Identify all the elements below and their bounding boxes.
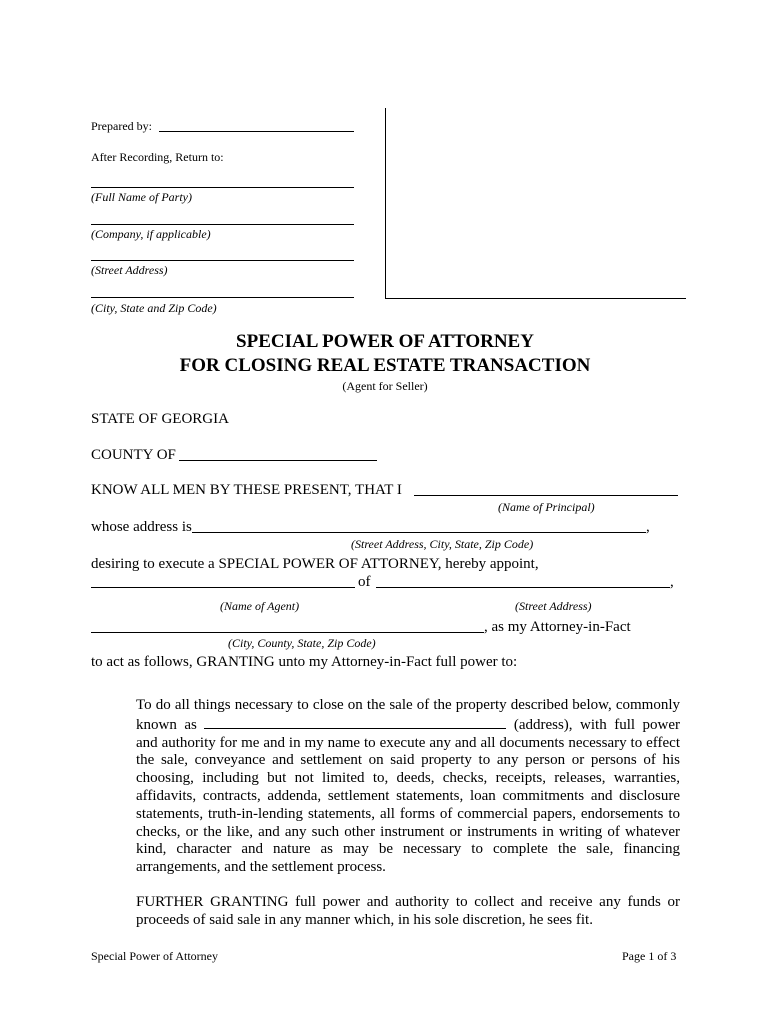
recording-box-divider	[385, 108, 386, 298]
agent-street-line[interactable]	[376, 587, 670, 588]
comma: ,	[646, 519, 650, 535]
address-caption: (Street Address, City, State, Zip Code)	[351, 537, 534, 551]
after-recording-label: After Recording, Return to:	[91, 150, 224, 164]
desiring-text: desiring to execute a SPECIAL POWER OF ATTORNEY, hereby appoint,	[91, 556, 539, 572]
title-line-2: FOR CLOSING REAL ESTATE TRANSACTION	[179, 355, 591, 376]
county-input-line[interactable]	[179, 460, 377, 461]
know-all-text: KNOW ALL MEN BY THESE PRESENT, THAT I	[91, 482, 402, 498]
company-line[interactable]	[91, 224, 354, 225]
agent-street-caption: (Street Address)	[515, 599, 592, 613]
granting-text: to act as follows, GRANTING unto my Attorney-in-Fact full power to:	[91, 654, 518, 670]
city-line[interactable]	[91, 297, 354, 298]
para1-start: To do all things necessary to close on the sale of the property described below, commonly known as	[136, 697, 680, 733]
further-granting-paragraph: FURTHER GRANTING full power and authority to collect and receive any funds or proceeds of said sale in any manner which, in his sole discretion, he sees fit.	[136, 894, 680, 928]
of-word: of	[358, 574, 371, 590]
city-caption: (City, State and Zip Code)	[91, 301, 217, 315]
full-name-line[interactable]	[91, 187, 354, 188]
principal-caption: (Name of Principal)	[498, 500, 595, 514]
street-line[interactable]	[91, 260, 354, 261]
street-caption: (Street Address)	[91, 263, 168, 277]
city-county-caption: (City, County, State, Zip Code)	[228, 636, 376, 650]
footer-page-number: Page 1 of 3	[622, 949, 677, 963]
whose-address-label: whose address is	[91, 519, 192, 535]
prepared-by-line[interactable]	[159, 131, 354, 132]
agent-name-line[interactable]	[91, 587, 355, 588]
state-line: STATE OF GEORGIA	[91, 411, 229, 427]
county-label: COUNTY OF	[91, 447, 176, 463]
property-address-line[interactable]	[204, 715, 506, 729]
title-subtitle: (Agent for Seller)	[342, 379, 428, 393]
company-caption: (Company, if applicable)	[91, 227, 211, 241]
agent-city-line[interactable]	[91, 632, 484, 633]
comma-2: ,	[670, 574, 674, 590]
recording-box-bottom	[385, 298, 686, 299]
power-paragraph	[136, 697, 680, 877]
full-name-caption: (Full Name of Party)	[91, 190, 192, 204]
attorney-in-fact-text: , as my Attorney-in-Fact	[484, 619, 631, 635]
para1-rest: (address), with full power and authority for me and in my name to execute any and all documents necessary to effect the sale, conveyance and settlement on said property to any person or persons of his choosing, including but not limited to, deeds, checks, receipts, releases, warranties, affidavits, contracts, addenda, settlement statements, loan commitments and disclosure statements, truth-in-lending statements, all forms of commercial papers, endorsements to checks, or the like, and any such other instrument or instruments in writing of whatever kind, character and nature as may be necessary to complete the sale, financing arrangements, and the settlement process.	[136, 716, 681, 876]
footer-title: Special Power of Attorney	[91, 949, 218, 963]
principal-name-line[interactable]	[414, 495, 678, 496]
title-line-1: SPECIAL POWER OF ATTORNEY	[236, 331, 534, 352]
principal-address-line[interactable]	[192, 532, 646, 533]
agent-name-caption: (Name of Agent)	[220, 599, 300, 613]
prepared-by-label: Prepared by:	[91, 119, 152, 133]
